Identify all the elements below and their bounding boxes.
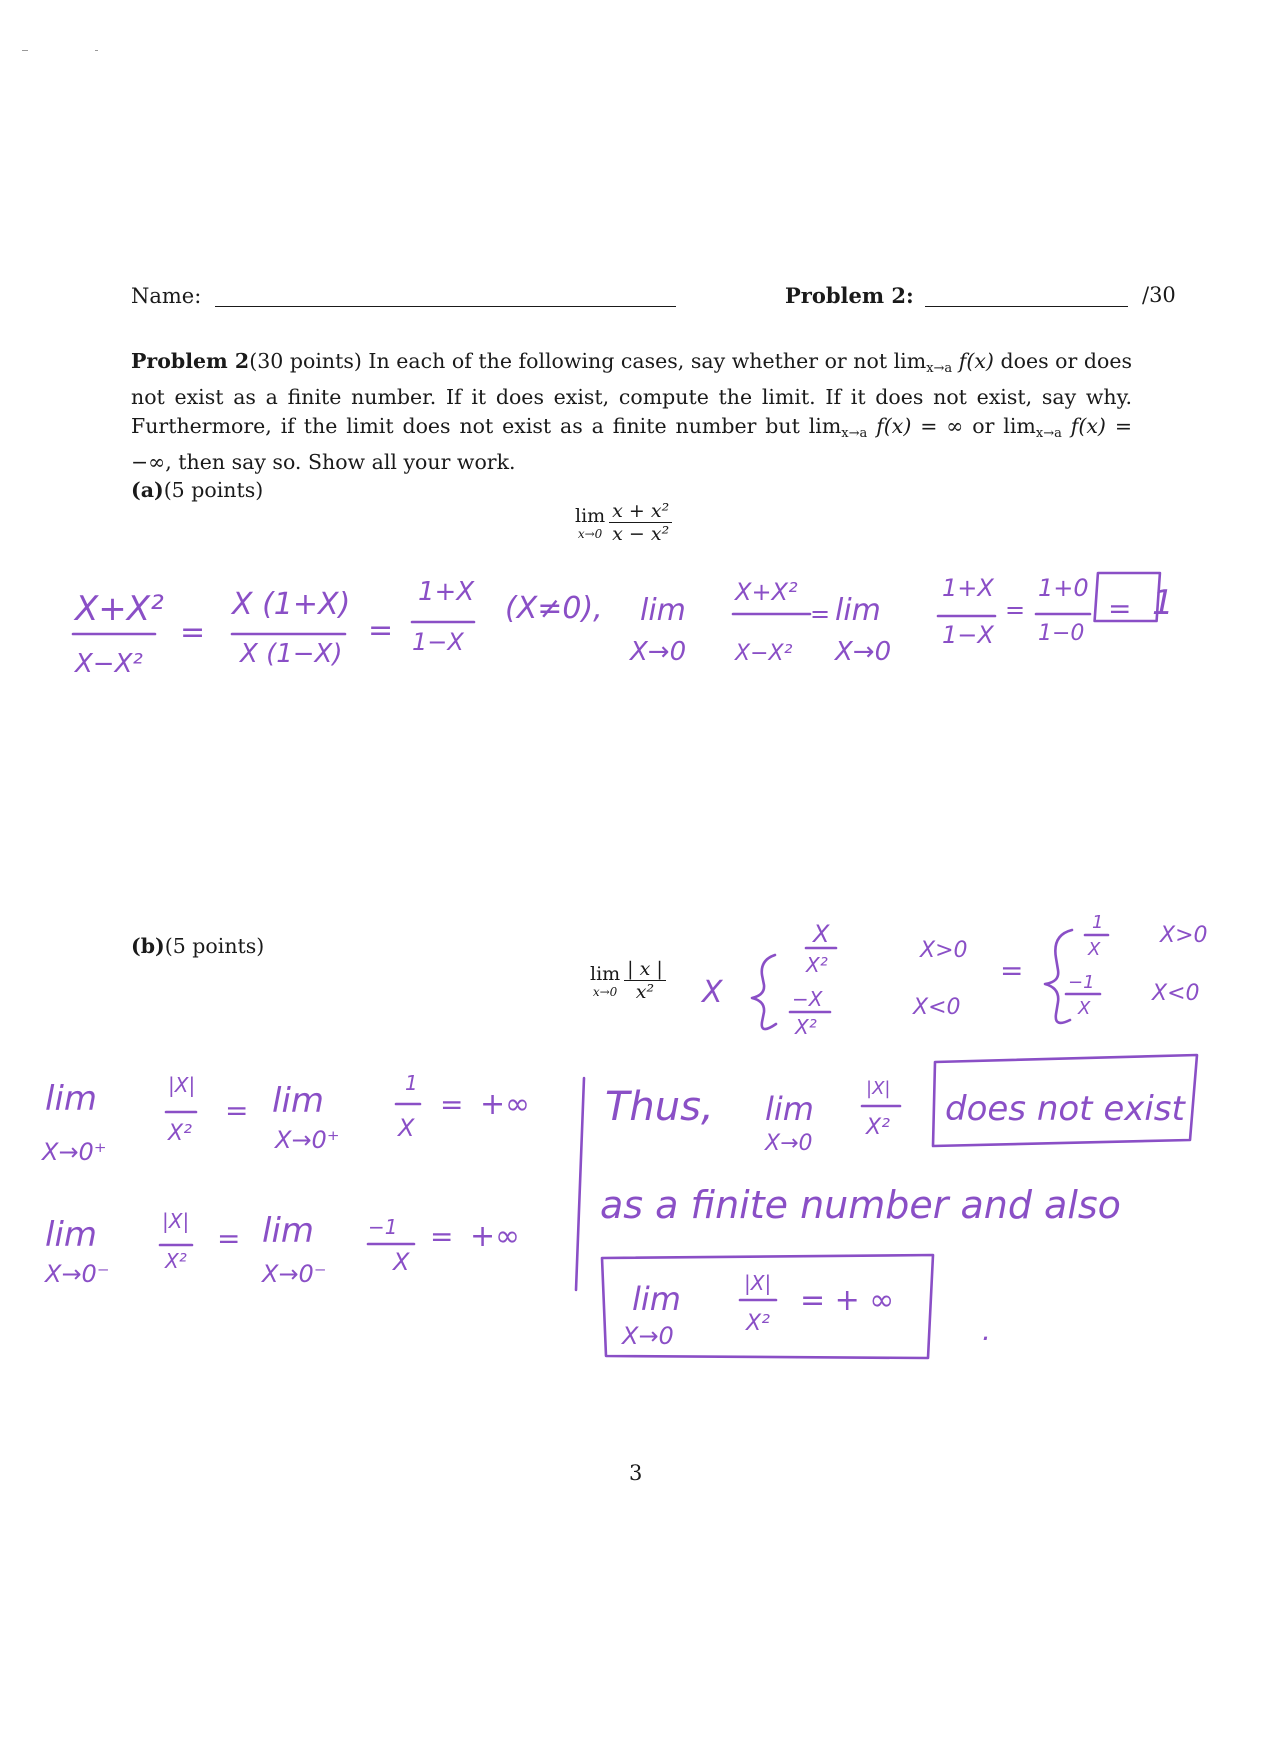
part-a-expression: lim x→0 $\frac{\text{x + x²}}{\text{x − x²}}$ [575, 500, 672, 545]
hw-lim-under: X→0 [630, 637, 687, 667]
hw-factored-denominator: X (1−X) [240, 639, 343, 669]
hw-lim-under: X→0 [622, 1322, 674, 1350]
hw-cond-neg: X<0 [1152, 981, 1200, 1006]
lim-subscript: x→a [841, 426, 868, 441]
statement-part-3: = ∞ or lim [911, 414, 1036, 438]
function-fx: f(x) [876, 414, 912, 438]
hw-lim: lim [272, 1081, 325, 1121]
hw-period: . [982, 1314, 991, 1347]
hw-equals: = [1000, 954, 1024, 987]
hw-neg-one: −1 [368, 1215, 398, 1239]
function-fx: f(x) [958, 349, 994, 373]
part-b-one-sided-limits [40, 1071, 584, 1290]
hw-cond-pos: X>0 [1160, 923, 1208, 948]
hw-cond-pos: X>0 [920, 938, 968, 963]
hw-absx: |X| [168, 1073, 196, 1097]
problem-points: (30 points) [249, 349, 362, 373]
hw-lhs-denominator: X−X² [75, 649, 143, 679]
hw-piece-den: X² [795, 1015, 817, 1039]
hw-one: 1 [1092, 912, 1104, 933]
lim-subscript: x→a [926, 361, 953, 376]
hw-x2: X² [866, 1115, 890, 1140]
page-number: 3 [629, 1461, 643, 1485]
hw-factored-numerator: X (1+X) [232, 587, 351, 622]
hw-equals: = [225, 1094, 249, 1127]
hw-lim-under: X→0⁺ [42, 1138, 107, 1166]
part-b-expression: lim x→0 $\frac{| x |}{\text{x²}}$ [590, 958, 666, 1003]
hw-equals: = [217, 1222, 241, 1255]
part-b-piecewise [700, 912, 1208, 1039]
hw-absx: |X| [744, 1271, 772, 1295]
hw-x: X [1078, 998, 1091, 1019]
hw-plus-inf: +∞ [470, 1219, 521, 1254]
hw-cond-neg: X<0 [913, 995, 961, 1020]
function-fx: f(x) [1070, 414, 1106, 438]
part-b-label: (b)(5 points) [131, 934, 265, 958]
hw-final-result: = + ∞ [800, 1283, 895, 1318]
lim-subscript: x→a [1035, 426, 1062, 441]
hw-simplified-denominator: 1−X [412, 628, 464, 656]
statement-part-2: does or does not exist as a finite number. If it does exist, compute the limit. If it does not exist, say why. Furthermore, if the limit does not exist as a finite number but lim [131, 349, 1132, 438]
hw-thus: Thus, [605, 1084, 714, 1130]
hw-lim: lim [45, 1215, 98, 1255]
hw-substitution-numerator: 1+0 [1038, 574, 1089, 602]
hw-equals: = [368, 613, 394, 648]
hw-equals: = [440, 1088, 464, 1121]
hw-lim-under: X→0⁻ [45, 1260, 110, 1288]
hw-x: X [393, 1248, 410, 1276]
hw-x2: X² [746, 1311, 770, 1336]
part-a-label: (a)(5 points) [131, 478, 264, 502]
hw-divider-line [576, 1078, 584, 1290]
part-a-handwritten-work [73, 573, 1174, 679]
statement-part-4: = −∞, then say so. Show all your work. [131, 414, 1132, 474]
hw-dne-text: does not exist [945, 1089, 1185, 1129]
problem-title: Problem 2 [131, 349, 250, 373]
hw-x2: X² [168, 1121, 192, 1146]
hw-neg-one: −1 [1068, 972, 1095, 993]
hw-condition: (X≠0), [505, 591, 603, 626]
hw-answer: 1 [1152, 583, 1174, 623]
hw-equals: = [1108, 592, 1132, 625]
hw-piece-den: X² [806, 953, 828, 977]
statement-part-1: In each of the following cases, say whether or not lim [361, 349, 927, 373]
hw-lim: lim [262, 1211, 315, 1251]
hw-piece-num: X [813, 920, 830, 948]
hw-lim: lim [45, 1079, 98, 1119]
hw-lim-under: X→0 [835, 637, 892, 667]
hw-equals: = [810, 600, 831, 628]
hw-equals: = [1005, 596, 1026, 624]
hw-lim-numerator: X+X² [735, 578, 798, 606]
hw-one: 1 [405, 1071, 418, 1095]
hw-lhs-numerator: X+X² [75, 589, 164, 629]
hw-lim: lim [835, 593, 881, 628]
hw-plus-inf: +∞ [480, 1087, 531, 1122]
hw-lim-under: X→0 [765, 1131, 813, 1156]
score-total: /30 [1142, 283, 1176, 307]
hw-simplified-denominator: 1−X [942, 621, 994, 649]
hw-lim-under: X→0⁺ [275, 1126, 340, 1154]
part-b-conclusion [600, 1055, 1197, 1358]
hw-absx: |X| [866, 1078, 891, 1099]
hw-lim: lim [632, 1280, 681, 1318]
hw-substitution-denominator: 1−0 [1038, 621, 1085, 646]
hw-x: X [1088, 939, 1101, 960]
hw-piece-num: −X [792, 987, 823, 1011]
hw-lim: lim [765, 1090, 814, 1128]
hw-equals: = [430, 1220, 454, 1253]
hw-equals: = [180, 615, 206, 650]
hw-equals: X [702, 975, 723, 1010]
hw-line2: as a finite number and also [600, 1183, 1121, 1227]
name-label: Name: [131, 284, 202, 308]
hw-left-brace [752, 955, 776, 1029]
hw-lim-denominator: X−X² [735, 641, 793, 666]
hw-x2: X² [165, 1249, 187, 1273]
hw-x: X [398, 1114, 415, 1142]
hw-lim: lim [640, 593, 686, 628]
hw-lim-under: X→0⁻ [262, 1260, 327, 1288]
problem-score-label: Problem 2: [785, 283, 914, 308]
hw-absx: |X| [162, 1209, 190, 1233]
hw-simplified-numerator: 1+X [942, 574, 994, 602]
hw-simplified-numerator: 1+X [418, 577, 475, 607]
